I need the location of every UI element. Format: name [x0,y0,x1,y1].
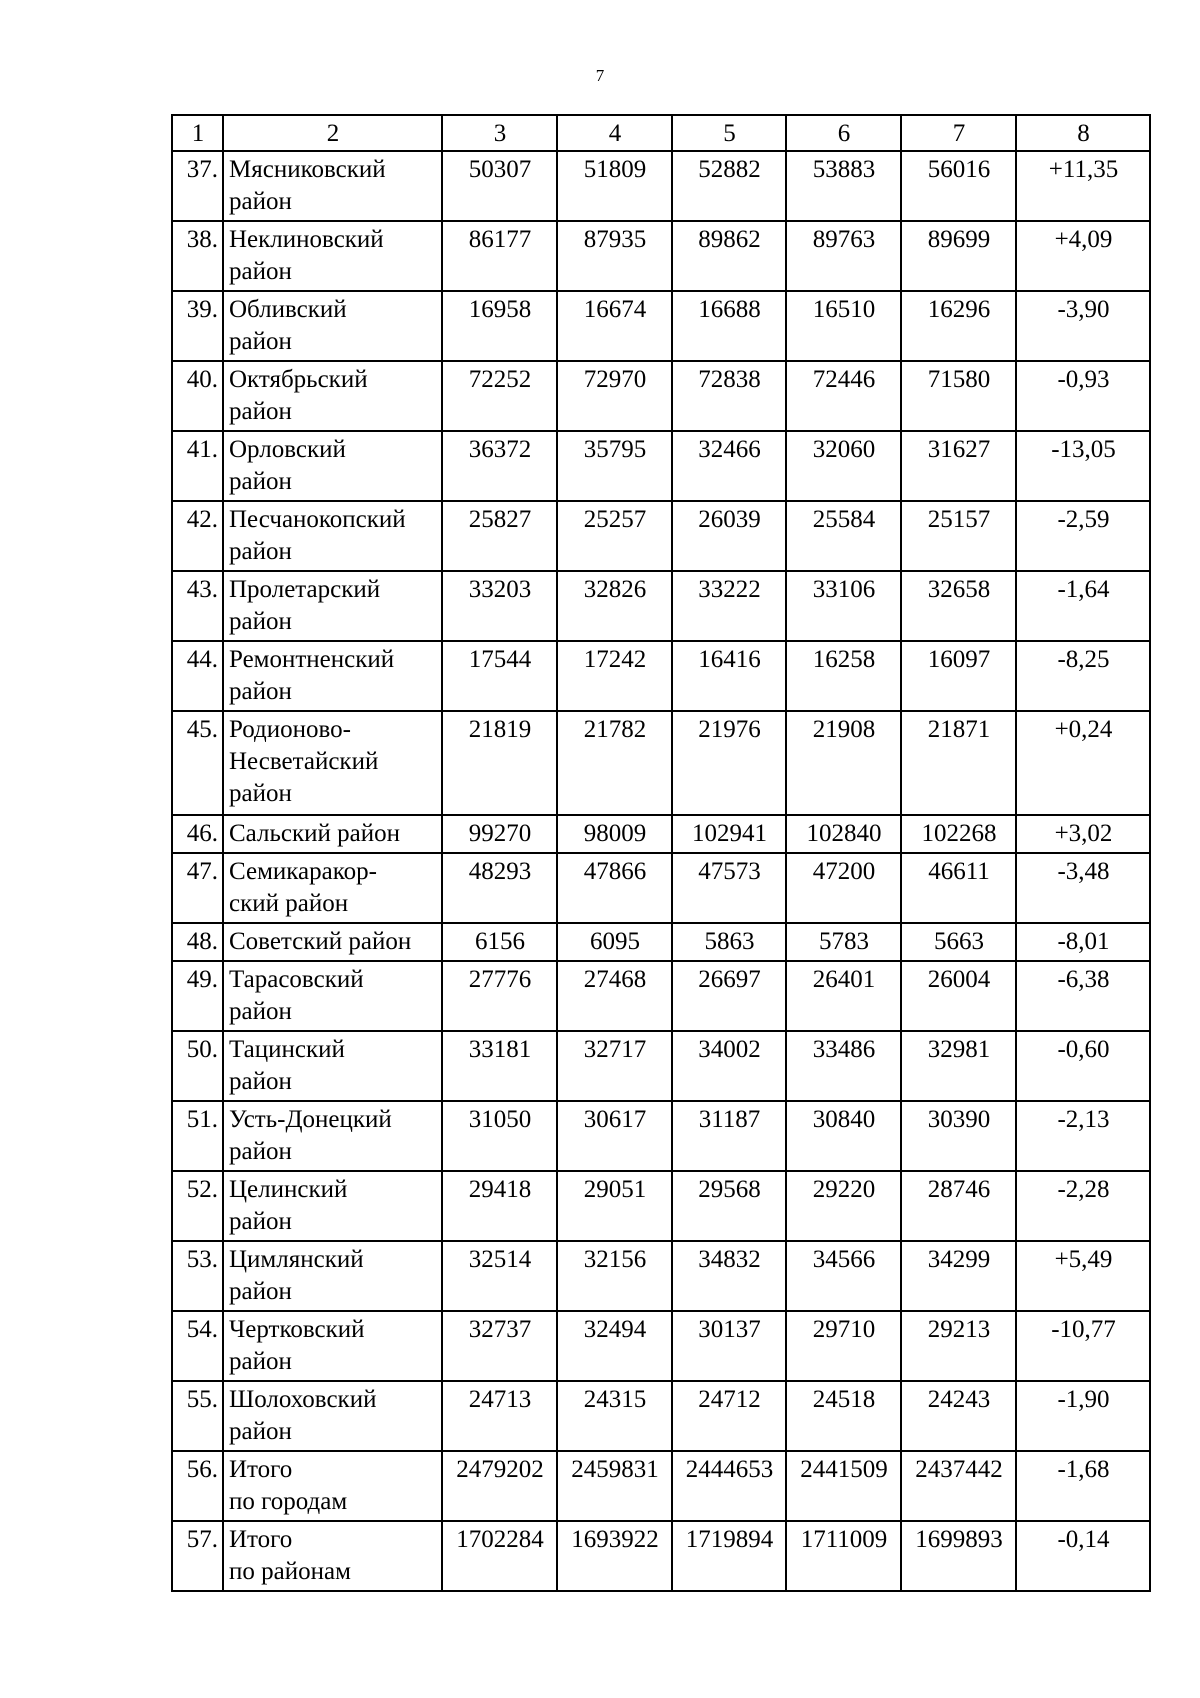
value-col-3: 33181 [442,1031,557,1101]
value-col-5: 26697 [672,961,786,1031]
value-col-3: 29418 [442,1171,557,1241]
value-col-7: 28746 [901,1171,1016,1241]
change-percent: +4,09 [1016,221,1150,291]
table-row [172,641,1150,711]
district-name [223,501,442,571]
table-row [172,1521,1150,1591]
value-col-7: 16296 [901,291,1016,361]
district-name [223,1031,442,1101]
value-col-7: 29213 [901,1311,1016,1381]
district-name [223,641,442,711]
district-name-text: Песчанокопский район [229,506,406,565]
table-row [172,361,1150,431]
value-col-4: 24315 [557,1381,672,1451]
value-col-3: 99270 [442,815,557,853]
row-number: 46. [172,815,223,853]
value-col-5: 16416 [672,641,786,711]
value-col-5: 5863 [672,923,786,961]
change-percent: -3,48 [1016,853,1150,923]
value-col-4: 32717 [557,1031,672,1101]
district-name [223,1381,442,1451]
district-name [223,361,442,431]
row-number: 39. [172,291,223,361]
change-percent: -8,25 [1016,641,1150,711]
value-col-5: 16688 [672,291,786,361]
row-number: 54. [172,1311,223,1381]
value-col-3: 33203 [442,571,557,641]
value-col-4: 21782 [557,711,672,815]
value-col-5: 102941 [672,815,786,853]
value-col-6: 72446 [786,361,901,431]
row-number: 42. [172,501,223,571]
value-col-6: 102840 [786,815,901,853]
value-col-3: 32737 [442,1311,557,1381]
value-col-4: 30617 [557,1101,672,1171]
district-name-text: Сальский район [229,820,400,847]
change-percent: -13,05 [1016,431,1150,501]
district-name-text: Обливский район [229,296,347,355]
row-number: 52. [172,1171,223,1241]
table-row [172,1031,1150,1101]
table-row [172,1241,1150,1311]
value-col-4: 32156 [557,1241,672,1311]
value-col-4: 25257 [557,501,672,571]
value-col-5: 29568 [672,1171,786,1241]
change-percent: -2,59 [1016,501,1150,571]
value-col-3: 50307 [442,151,557,221]
value-col-7: 32658 [901,571,1016,641]
header-cell: 1 [172,115,223,151]
value-col-7: 32981 [901,1031,1016,1101]
value-col-7: 71580 [901,361,1016,431]
table-row [172,815,1150,853]
value-col-5: 72838 [672,361,786,431]
value-col-4: 2459831 [557,1451,672,1521]
table-row [172,853,1150,923]
district-name-text: Советский район [229,928,412,955]
value-col-7: 56016 [901,151,1016,221]
table-row [172,961,1150,1031]
value-col-5: 21976 [672,711,786,815]
header-cell: 4 [557,115,672,151]
table-row [172,221,1150,291]
district-name [223,711,442,815]
value-col-6: 30840 [786,1101,901,1171]
value-col-5: 2444653 [672,1451,786,1521]
value-col-7: 89699 [901,221,1016,291]
header-cell: 3 [442,115,557,151]
change-percent: +3,02 [1016,815,1150,853]
value-col-5: 26039 [672,501,786,571]
value-col-3: 24713 [442,1381,557,1451]
value-col-5: 52882 [672,151,786,221]
value-col-3: 31050 [442,1101,557,1171]
value-col-7: 21871 [901,711,1016,815]
district-name-text: Тацинский район [229,1036,345,1095]
change-percent: +11,35 [1016,151,1150,221]
value-col-3: 16958 [442,291,557,361]
value-col-5: 34002 [672,1031,786,1101]
value-col-6: 34566 [786,1241,901,1311]
district-name-text: Итого по городам [229,1456,348,1515]
header-row [172,115,1150,151]
value-col-6: 16510 [786,291,901,361]
change-percent: -6,38 [1016,961,1150,1031]
value-col-6: 53883 [786,151,901,221]
district-name [223,151,442,221]
change-percent: -0,14 [1016,1521,1150,1591]
row-number: 40. [172,361,223,431]
table-body [172,151,1150,1591]
change-percent: -1,90 [1016,1381,1150,1451]
district-name-text: Пролетарский район [229,576,381,635]
value-col-3: 48293 [442,853,557,923]
district-name-text: Усть-Донецкий район [229,1106,392,1165]
value-col-6: 16258 [786,641,901,711]
district-name [223,1241,442,1311]
value-col-3: 17544 [442,641,557,711]
value-col-5: 47573 [672,853,786,923]
row-number: 51. [172,1101,223,1171]
district-name [223,1101,442,1171]
row-number: 37. [172,151,223,221]
page-number: 7 [595,66,605,85]
change-percent: -1,64 [1016,571,1150,641]
table-row [172,923,1150,961]
value-col-7: 24243 [901,1381,1016,1451]
change-percent: +0,24 [1016,711,1150,815]
district-name-text: Целинский район [229,1176,348,1235]
change-percent: -10,77 [1016,1311,1150,1381]
table-row [172,1171,1150,1241]
value-col-4: 98009 [557,815,672,853]
value-col-3: 25827 [442,501,557,571]
value-col-3: 86177 [442,221,557,291]
header-cell: 2 [223,115,442,151]
change-percent: +5,49 [1016,1241,1150,1311]
header-cell: 6 [786,115,901,151]
district-name [223,853,442,923]
district-name-text: Октябрьский район [229,366,368,425]
value-col-5: 34832 [672,1241,786,1311]
value-col-6: 29220 [786,1171,901,1241]
district-name-text: Мясниковский район [229,156,386,215]
district-name [223,431,442,501]
change-percent: -2,13 [1016,1101,1150,1171]
value-col-4: 6095 [557,923,672,961]
district-name [223,1171,442,1241]
value-col-7: 5663 [901,923,1016,961]
row-number: 57. [172,1521,223,1591]
table-row [172,431,1150,501]
row-number: 41. [172,431,223,501]
district-name-text: Чертковский район [229,1316,365,1375]
change-percent: -8,01 [1016,923,1150,961]
change-percent: -2,28 [1016,1171,1150,1241]
table-row [172,711,1150,815]
row-number: 47. [172,853,223,923]
table-row [172,291,1150,361]
value-col-4: 27468 [557,961,672,1031]
table-row [172,1311,1150,1381]
district-name-text: Орловский район [229,436,346,495]
value-col-6: 33106 [786,571,901,641]
table-row [172,1101,1150,1171]
value-col-4: 51809 [557,151,672,221]
value-col-6: 24518 [786,1381,901,1451]
district-name [223,291,442,361]
district-name-text: Тарасовский район [229,966,364,1025]
value-col-4: 47866 [557,853,672,923]
header-cell: 5 [672,115,786,151]
value-col-7: 2437442 [901,1451,1016,1521]
value-col-3: 27776 [442,961,557,1031]
table-row [172,1381,1150,1451]
district-name [223,221,442,291]
value-col-6: 5783 [786,923,901,961]
value-col-6: 2441509 [786,1451,901,1521]
value-col-6: 26401 [786,961,901,1031]
value-col-4: 72970 [557,361,672,431]
value-col-3: 32514 [442,1241,557,1311]
table-row [172,1451,1150,1521]
value-col-7: 26004 [901,961,1016,1031]
district-name-text: Родионово- Несветайский район [229,716,379,807]
row-number: 38. [172,221,223,291]
value-col-5: 30137 [672,1311,786,1381]
value-col-3: 6156 [442,923,557,961]
value-col-6: 25584 [786,501,901,571]
table-row [172,571,1150,641]
table-row [172,501,1150,571]
change-percent: -0,93 [1016,361,1150,431]
value-col-3: 72252 [442,361,557,431]
value-col-5: 89862 [672,221,786,291]
value-col-7: 30390 [901,1101,1016,1171]
value-col-7: 16097 [901,641,1016,711]
district-name-text: Итого по районам [229,1526,351,1585]
row-number: 48. [172,923,223,961]
district-name [223,1521,442,1591]
value-col-4: 17242 [557,641,672,711]
value-col-3: 2479202 [442,1451,557,1521]
table-row [172,151,1150,221]
district-name [223,1311,442,1381]
value-col-4: 1693922 [557,1521,672,1591]
value-col-6: 33486 [786,1031,901,1101]
row-number: 50. [172,1031,223,1101]
value-col-5: 24712 [672,1381,786,1451]
value-col-5: 1719894 [672,1521,786,1591]
district-name-text: Цимлянский район [229,1246,364,1305]
district-name-text: Шолоховский район [229,1386,377,1445]
district-name [223,1451,442,1521]
value-col-7: 34299 [901,1241,1016,1311]
value-col-4: 87935 [557,221,672,291]
header-cell: 8 [1016,115,1150,151]
row-number: 55. [172,1381,223,1451]
row-number: 43. [172,571,223,641]
row-number: 56. [172,1451,223,1521]
value-col-4: 16674 [557,291,672,361]
district-name [223,815,442,853]
change-percent: -0,60 [1016,1031,1150,1101]
value-col-6: 1711009 [786,1521,901,1591]
district-name-text: Ремонтненский район [229,646,395,705]
value-col-7: 46611 [901,853,1016,923]
population-table [171,114,1151,1592]
district-name-text: Неклиновский район [229,226,384,285]
value-col-4: 35795 [557,431,672,501]
value-col-6: 47200 [786,853,901,923]
value-col-7: 25157 [901,501,1016,571]
value-col-4: 32494 [557,1311,672,1381]
row-number: 44. [172,641,223,711]
value-col-5: 32466 [672,431,786,501]
district-name [223,961,442,1031]
value-col-7: 31627 [901,431,1016,501]
district-name-text: Семикаракор- ский район [229,858,377,917]
row-number: 45. [172,711,223,815]
change-percent: -3,90 [1016,291,1150,361]
value-col-3: 21819 [442,711,557,815]
value-col-5: 31187 [672,1101,786,1171]
value-col-7: 102268 [901,815,1016,853]
value-col-6: 29710 [786,1311,901,1381]
value-col-6: 89763 [786,221,901,291]
value-col-4: 32826 [557,571,672,641]
change-percent: -1,68 [1016,1451,1150,1521]
row-number: 49. [172,961,223,1031]
district-name [223,923,442,961]
value-col-6: 32060 [786,431,901,501]
header-cell: 7 [901,115,1016,151]
value-col-5: 33222 [672,571,786,641]
value-col-3: 1702284 [442,1521,557,1591]
value-col-3: 36372 [442,431,557,501]
row-number: 53. [172,1241,223,1311]
value-col-4: 29051 [557,1171,672,1241]
value-col-6: 21908 [786,711,901,815]
district-name [223,571,442,641]
value-col-7: 1699893 [901,1521,1016,1591]
